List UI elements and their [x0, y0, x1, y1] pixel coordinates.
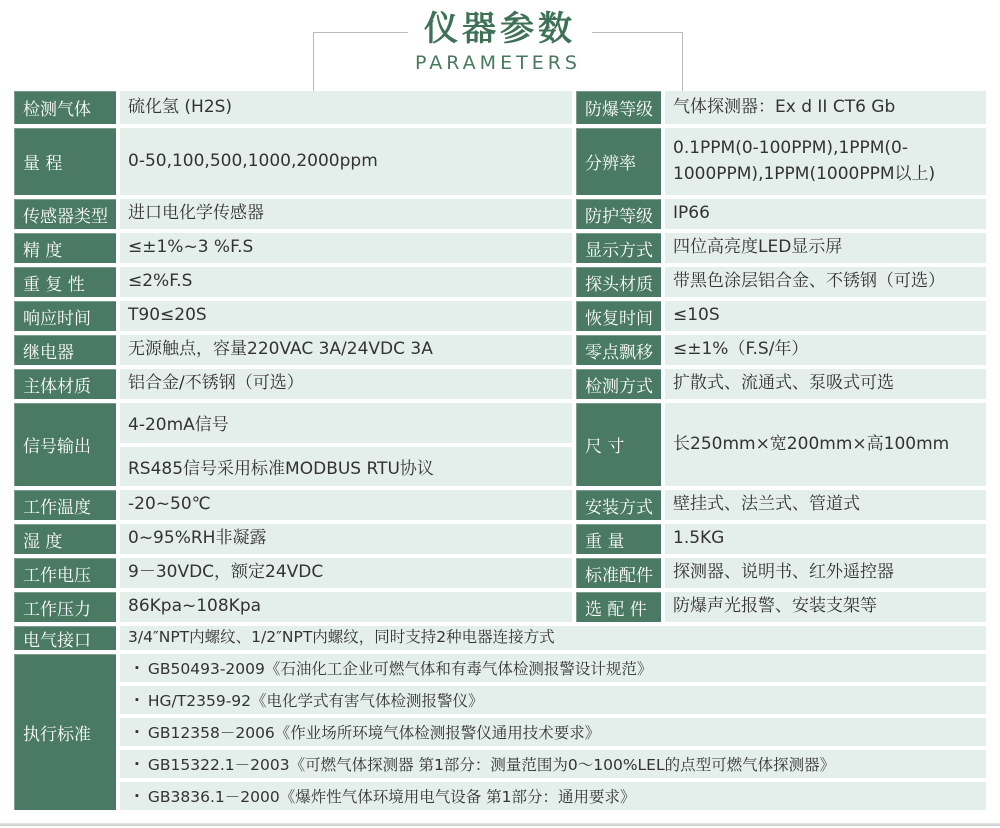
spec-label-response-time: 响应时间 [14, 301, 116, 331]
spec-value-dimensions: 长250mm×宽200mm×高100mm [665, 403, 986, 486]
spec-label-zero-drift: 零点飘移 [576, 335, 661, 365]
standard-item-text: GB50493-2009《石油化工企业可燃气体和有毒气体检测报警设计规范》 [147, 660, 653, 678]
spec-label-dimensions: 尺 寸 [576, 403, 661, 486]
spec-value-weight: 1.5KG [665, 524, 986, 554]
spec-value-display-mode: 四位高亮度LED显示屏 [665, 233, 986, 263]
spec-value-working-temperature: -20~50℃ [120, 490, 572, 520]
spec-label-electrical-interface: 电气接口 [14, 626, 116, 650]
spec-label-executive-standards: 执行标准 [14, 654, 116, 810]
spec-value-probe-material: 带黑色涂层铝合金、不锈钢（可选） [665, 267, 986, 297]
standard-item-text: GB12358－2006《作业场所环境气体检测报警仪通用技术要求》 [147, 724, 601, 742]
standard-item [120, 654, 986, 682]
spec-value-range: 0-50,100,500,1000,2000ppm [120, 128, 572, 195]
signal-output-line-2: RS485信号采用标准MODBUS RTU协议 [120, 447, 572, 487]
spec-label-detected-gas: 检测气体 [14, 91, 116, 124]
spec-label-working-pressure: 工作压力 [14, 592, 116, 622]
signal-output-line-1: 4-20mA信号 [120, 403, 572, 443]
spec-value-body-material: 铝合金/不锈钢（可选） [120, 369, 572, 399]
spec-value-signal-output [120, 403, 572, 486]
spec-value-humidity: 0~95%RH非凝露 [120, 524, 572, 554]
spec-label-display-mode: 显示方式 [576, 233, 661, 263]
spec-label-relay: 继电器 [14, 335, 116, 365]
bullet-icon: · [134, 691, 140, 709]
spec-label-body-material: 主体材质 [14, 369, 116, 399]
spec-label-accuracy: 精 度 [14, 233, 116, 263]
spec-value-detection-mode: 扩散式、流通式、泵吸式可选 [665, 369, 986, 399]
spec-value-optional-accessories: 防爆声光报警、安装支架等 [665, 592, 986, 622]
spec-label-protection-grade: 防护等级 [576, 199, 661, 229]
spec-value-resolution: 0.1PPM(0-100PPM),1PPM(0-1000PPM),1PPM(1000PPM以上) [665, 128, 986, 195]
bullet-icon: · [134, 659, 140, 677]
spec-label-working-voltage: 工作电压 [14, 558, 116, 588]
spec-value-relay: 无源触点，容量220VAC 3A/24VDC 3A [120, 335, 572, 365]
spec-value-working-pressure: 86Kpa~108Kpa [120, 592, 572, 622]
spec-value-repeatability: ≤2%F.S [120, 267, 572, 297]
spec-label-repeatability: 重 复 性 [14, 267, 116, 297]
spec-label-optional-accessories: 选 配 件 [576, 592, 661, 622]
spec-label-probe-material: 探头材质 [576, 267, 661, 297]
spec-label-standard-accessories: 标准配件 [576, 558, 661, 588]
spec-value-recovery-time: ≤10S [665, 301, 986, 331]
spec-label-range: 量 程 [14, 128, 116, 195]
spec-label-explosion-proof: 防爆等级 [576, 91, 661, 124]
spec-label-humidity: 湿 度 [14, 524, 116, 554]
spec-label-detection-mode: 检测方式 [576, 369, 661, 399]
spec-value-electrical-interface: 3/4″NPT内螺纹、1/2″NPT内螺纹，同时支持2种电器连接方式 [120, 626, 986, 650]
spec-value-accuracy: ≤±1%~3 %F.S [120, 233, 572, 263]
bullet-icon: · [134, 723, 140, 741]
standard-item [120, 686, 986, 714]
standard-item-text: HG/T2359-92《电化学式有害气体检测报警仪》 [147, 692, 484, 710]
page-subtitle: PARAMETERS [415, 52, 581, 74]
standard-item [120, 750, 986, 778]
spec-label-installation: 安装方式 [576, 490, 661, 520]
spec-label-recovery-time: 恢复时间 [576, 301, 661, 331]
bottom-divider [0, 823, 1000, 826]
spec-value-detected-gas: 硫化氢 (H2S) [120, 91, 572, 124]
standard-item [120, 718, 986, 746]
spec-value-explosion-proof: 气体探测器：Ex d II CT6 Gb [665, 91, 986, 124]
spec-value-response-time: T90≤20S [120, 301, 572, 331]
bullet-icon: · [134, 755, 140, 773]
spec-value-working-voltage: 9－30VDC，额定24VDC [120, 558, 572, 588]
standard-item-text: GB15322.1－2003《可燃气体探测器 第1部分：测量范围为0～100%LEL的点型可燃气体探测器》 [147, 756, 836, 774]
spec-label-weight: 重 量 [576, 524, 661, 554]
spec-label-sensor-type: 传感器类型 [14, 199, 116, 229]
standard-item [120, 782, 986, 810]
spec-value-zero-drift: ≤±1%（F.S/年） [665, 335, 986, 365]
bullet-icon: · [134, 787, 140, 805]
page-title: 仪器参数 [408, 10, 592, 49]
spec-value-standard-accessories: 探测器、说明书、红外遥控器 [665, 558, 986, 588]
parameters-table [14, 91, 986, 810]
spec-label-working-temperature: 工作温度 [14, 490, 116, 520]
spec-label-signal-output: 信号输出 [14, 403, 116, 486]
spec-label-resolution: 分辨率 [576, 128, 661, 195]
spec-value-sensor-type: 进口电化学传感器 [120, 199, 572, 229]
standard-item-text: GB3836.1－2000《爆炸性气体环境用电气设备 第1部分：通用要求》 [147, 788, 636, 806]
spec-value-installation: 壁挂式、法兰式、管道式 [665, 490, 986, 520]
spec-value-protection-grade: IP66 [665, 199, 986, 229]
